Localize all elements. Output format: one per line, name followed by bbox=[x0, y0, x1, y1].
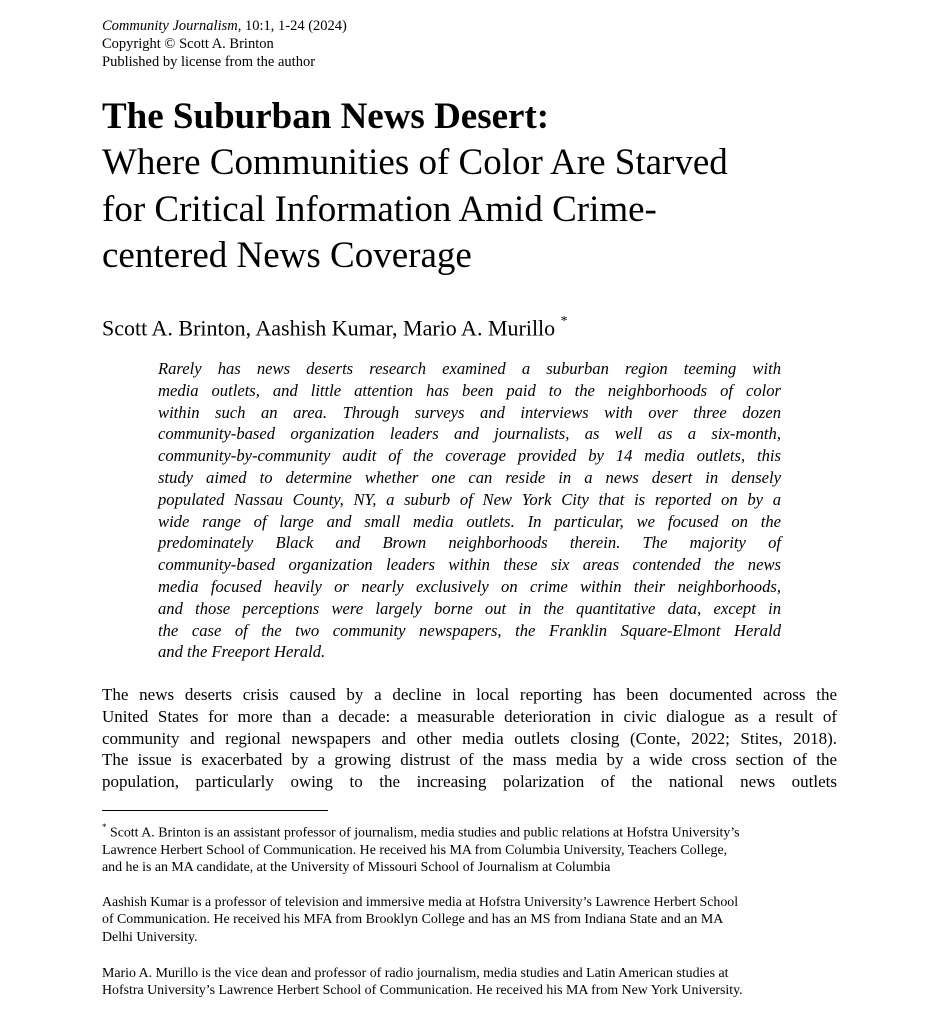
author-footnote-marker: * bbox=[560, 314, 568, 329]
footnote-text: Scott A. Brinton is an assistant professor of journalism, media studies and public relations at Hofstra University’s bbox=[106, 825, 740, 841]
footnote-divider bbox=[102, 810, 328, 811]
body-line: The news deserts crisis caused by a decline in local reporting has been documented across the bbox=[102, 685, 837, 704]
abstract-line: populated Nassau County, NY, a suburb of New York City that is reported on by a bbox=[158, 489, 781, 509]
author-list bbox=[102, 309, 568, 343]
subtitle-line: Where Communities of Color Are Starved bbox=[102, 142, 728, 183]
journal-issue: , 10:1, 1-24 (2024) bbox=[237, 18, 347, 34]
subtitle-line: for Critical Information Amid Crime- bbox=[102, 188, 657, 230]
body-line: community and regional newspapers and other media outlets closing (Conte, 2022; Stites, 2018). bbox=[102, 728, 837, 748]
footnote-line: of Communication. He received his MFA from Brooklyn College and has an MS from Indiana State and an MA bbox=[102, 912, 724, 928]
abstract-line: media focused heavily or nearly exclusively on crime within their neighborhoods, bbox=[158, 576, 781, 596]
abstract-line: community-based organization leaders and journalists, as well as a six-month, bbox=[158, 424, 781, 444]
abstract-line: predominately Black and Brown neighborhoods therein. The majority of bbox=[158, 533, 781, 553]
journal-masthead bbox=[102, 17, 347, 71]
footnote-brinton bbox=[102, 820, 832, 877]
body-line: population, particularly owing to the increasing polarization of the national news outlets bbox=[102, 772, 837, 792]
abstract-line: community-based organization leaders within these six areas contended the news bbox=[158, 555, 781, 575]
footnote-line: Delhi University. bbox=[102, 929, 198, 945]
footnote-line: Lawrence Herbert School of Communication. He received his MA from Columbia University, Teachers College, bbox=[102, 843, 728, 859]
abstract-line: study aimed to determine whether one can reside in a news desert in densely bbox=[158, 467, 781, 487]
title-main: The Suburban News Desert: bbox=[102, 96, 550, 137]
footnote-line: Mario A. Murillo is the vice dean and professor of radio journalism, media studies and Latin American studies at bbox=[102, 966, 729, 981]
footnote-murillo bbox=[102, 965, 832, 1000]
body-line: United States for more than a decade: a measurable deterioration in civic dialogue as a result of bbox=[102, 706, 837, 726]
journal-name: Community Journalism bbox=[102, 18, 238, 34]
article-title bbox=[102, 94, 882, 280]
footnote-marker: * bbox=[102, 822, 107, 832]
abstract-line: Rarely has news deserts research examined a suburban region teeming with bbox=[158, 359, 781, 378]
footnote-line: Hofstra University’s Lawrence Herbert School of Communication. He received his MA from New York University. bbox=[102, 983, 743, 999]
citation-line bbox=[102, 17, 347, 35]
footnote-line bbox=[102, 820, 832, 842]
abstract-line: community-by-community audit of the coverage provided by 14 media outlets, this bbox=[158, 446, 781, 466]
abstract-line: and those perceptions were largely borne out in the quantitative data, except in bbox=[158, 598, 781, 618]
abstract-line: and the Freeport Herald. bbox=[158, 642, 326, 662]
subtitle-line: centered News Coverage bbox=[102, 235, 472, 276]
abstract-line: the case of the two community newspapers, the Franklin Square-Elmont Herald bbox=[158, 620, 781, 640]
footnote-line: Aashish Kumar is a professor of television and immersive media at Hofstra University’s Lawrence Herbert School bbox=[102, 895, 739, 910]
abstract-line: media outlets, and little attention has been paid to the neighborhoods of color bbox=[158, 380, 781, 400]
abstract-line: wide range of large and small media outlets. In particular, we focused on the bbox=[158, 511, 781, 531]
abstract bbox=[158, 358, 781, 663]
footnote-line: and he is an MA candidate, at the University of Missouri School of Journalism at Columbia bbox=[102, 860, 611, 876]
body-line: The issue is exacerbated by a growing distrust of the mass media by a wide cross section of the bbox=[102, 750, 837, 770]
body-paragraph bbox=[102, 684, 837, 793]
footnote-kumar bbox=[102, 894, 832, 946]
license-line: Published by license from the author bbox=[102, 54, 316, 70]
abstract-line: within such an area. Through surveys and interviews with over three dozen bbox=[158, 402, 781, 422]
copyright-line: Copyright © Scott A. Brinton bbox=[102, 36, 274, 52]
author-names: Scott A. Brinton, Aashish Kumar, Mario A. Murillo bbox=[102, 315, 556, 341]
